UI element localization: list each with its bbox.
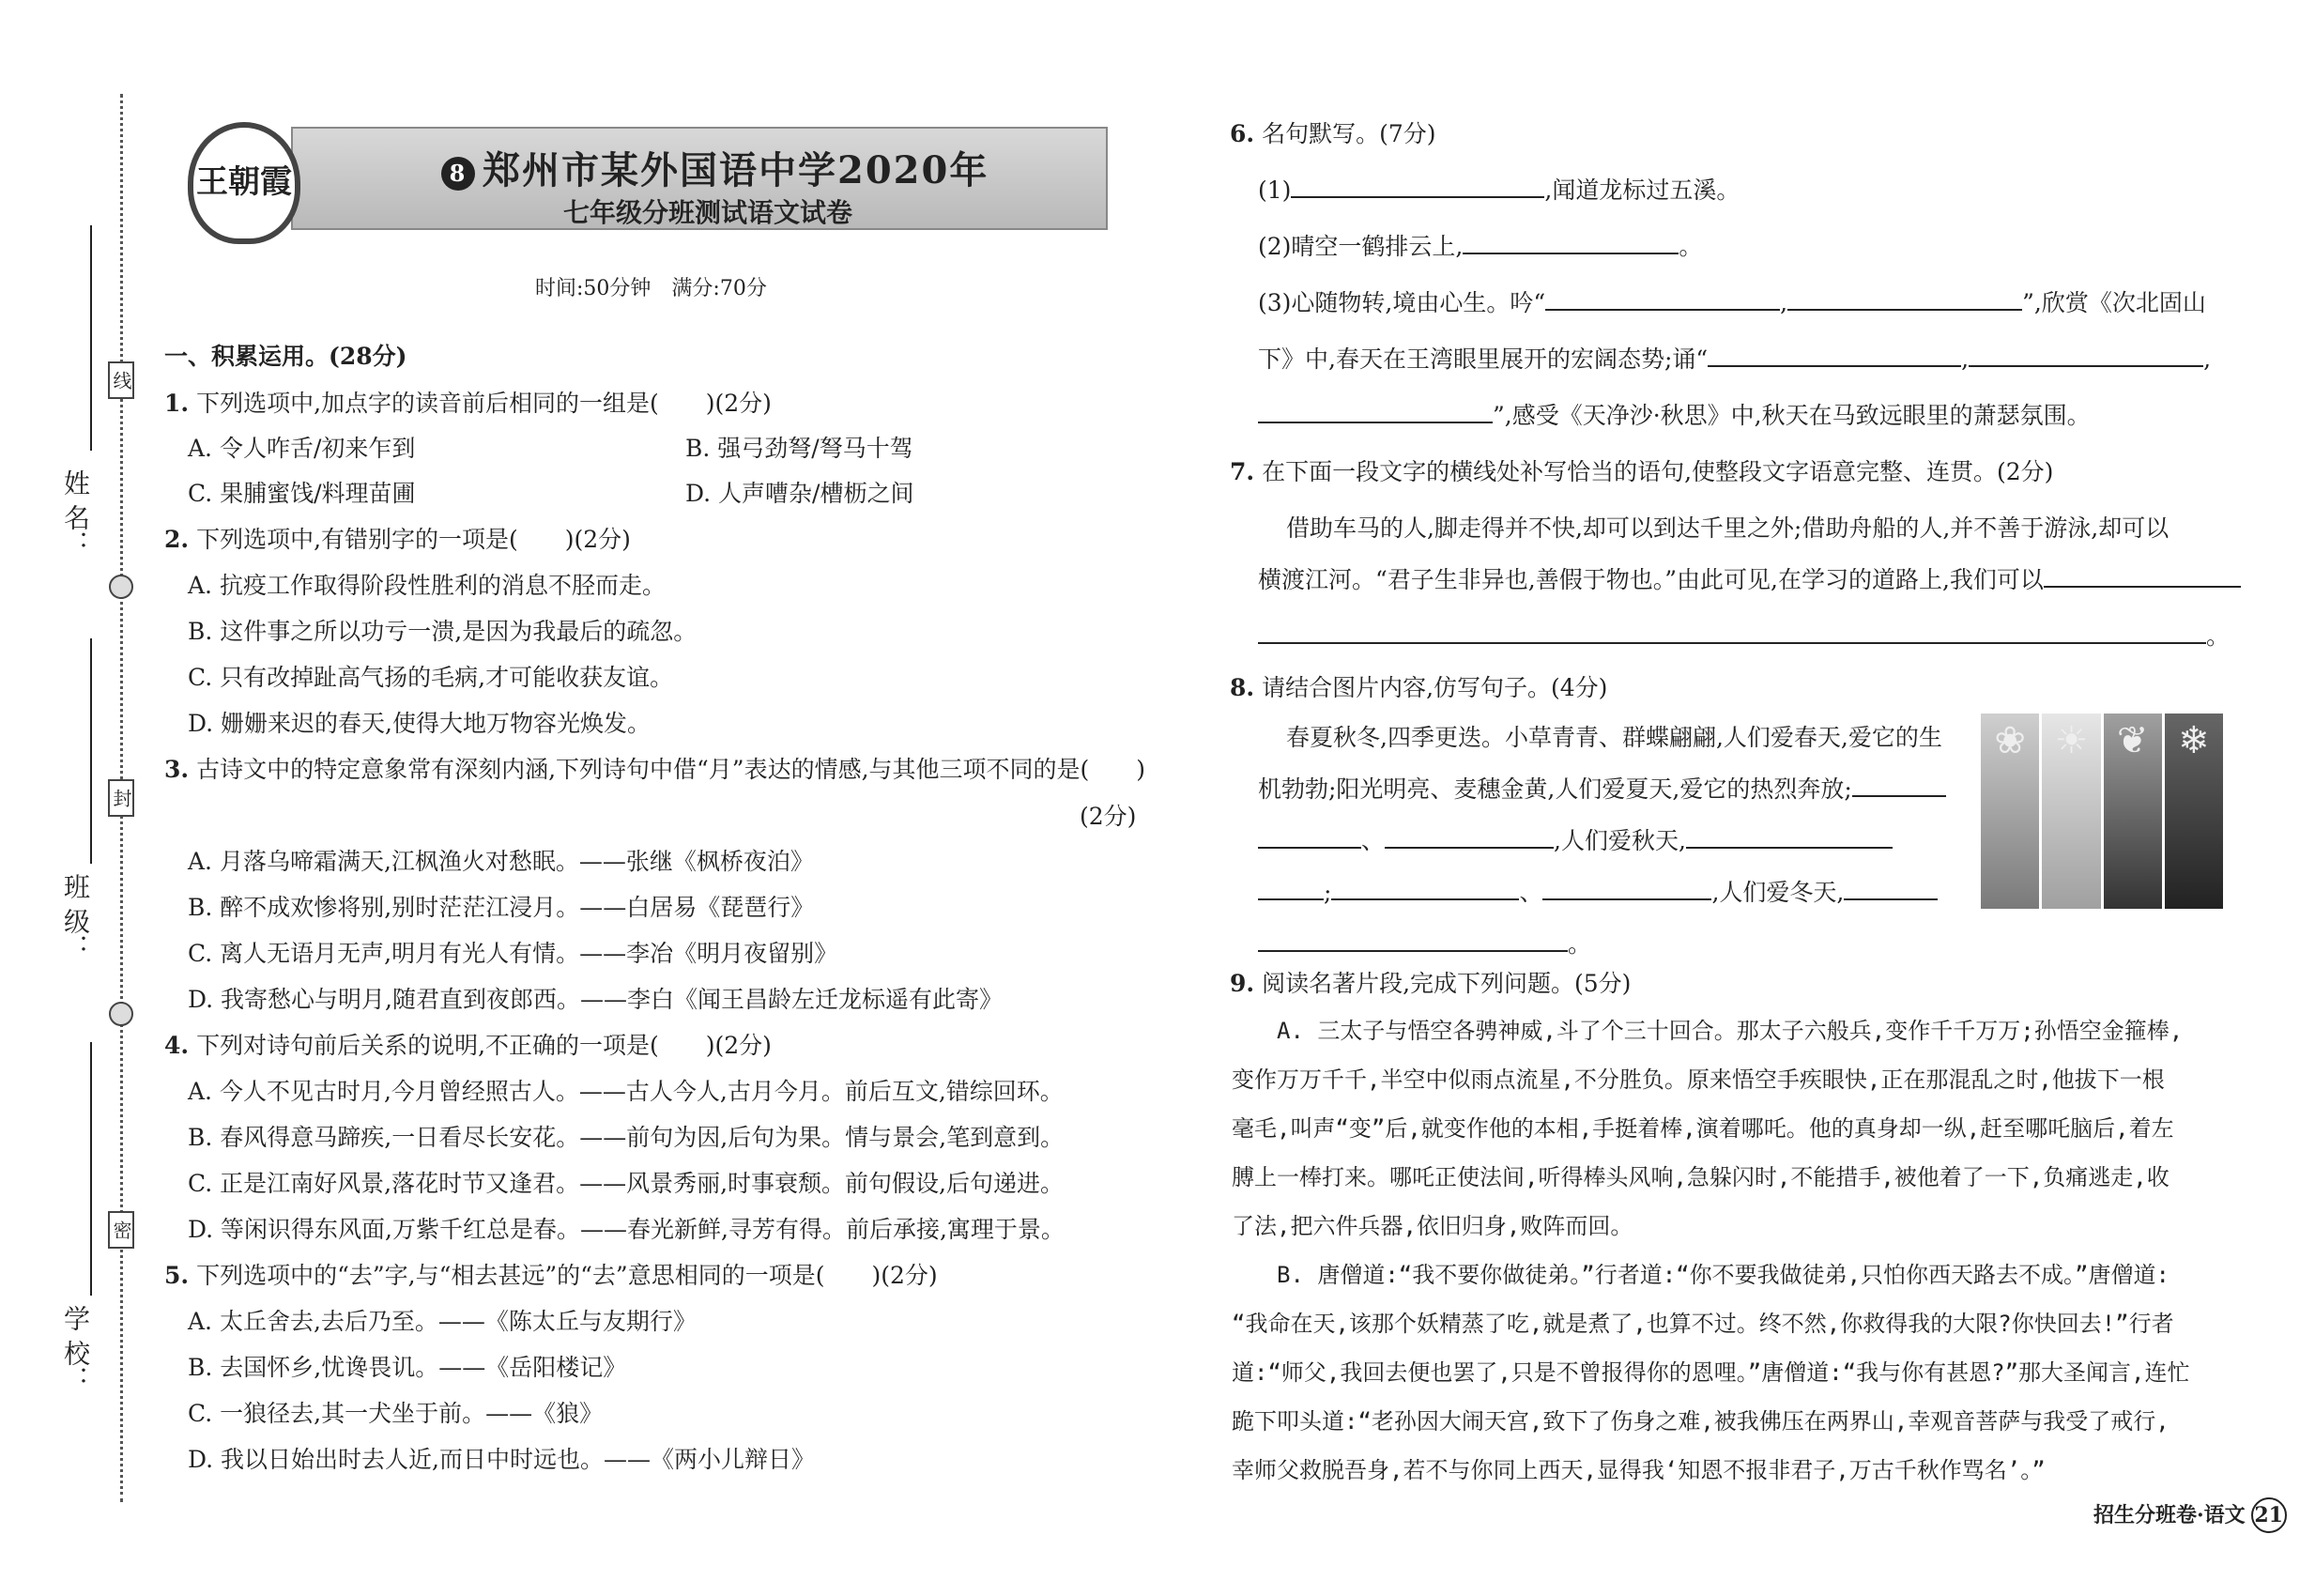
seal-mark-dense: 密 bbox=[108, 1211, 134, 1249]
passage-a-line: 变作万万千千,半空中似雨点流星,不分胜负。原来悟空手疾眼快,正在那混乱之时,他拔下一根 bbox=[1232, 1067, 2165, 1093]
autumn-panel: ❦ bbox=[2104, 714, 2162, 909]
spring-panel: ❀ bbox=[1981, 714, 2039, 909]
question-number: 1. bbox=[164, 390, 190, 417]
footer-label: 招生分班卷·语文 bbox=[2093, 1503, 2246, 1527]
q6-line-4-suffix: , bbox=[2203, 345, 2212, 373]
option-a: A. 抗疫工作取得阶段性胜利的消息不胫而走。 bbox=[188, 572, 666, 599]
question-number: 3. bbox=[164, 756, 190, 783]
q6-line-1-suffix: ,闻道龙标过五溪。 bbox=[1544, 176, 1740, 204]
q6-line-3-suffix: ”,欣赏《次北固山 bbox=[2022, 289, 2206, 316]
answer-blank[interactable] bbox=[1686, 824, 1893, 849]
section-heading: 一、积累运用。(28分) bbox=[164, 343, 407, 370]
question-5-stem bbox=[164, 1259, 938, 1293]
q6-line-2-prefix: (2)晴空一鹤排云上, bbox=[1258, 233, 1464, 260]
q8-para-5 bbox=[1258, 928, 1591, 961]
option-c: C. 果脯蜜饯/料理苗圃 bbox=[188, 480, 416, 507]
answer-blank[interactable] bbox=[1258, 824, 1361, 849]
answer-blank[interactable] bbox=[1258, 876, 1324, 900]
question-number: 8. bbox=[1230, 674, 1255, 701]
question-text: 名句默写。(7分) bbox=[1262, 120, 1436, 147]
q8-text: ,人们爱冬天, bbox=[1711, 879, 1845, 906]
option-c: C. 正是江南好风景,落花时节又逢君。——风景秀丽,时事衰颓。前句假设,后句递进。 bbox=[188, 1170, 1064, 1197]
passage-b-line: 跪下叩头道:“老孙因大闹天宫,致下了伤身之难,被我佛压在两界山,幸观音菩萨与我受了戒行, bbox=[1232, 1408, 2170, 1435]
q7-line-3 bbox=[1258, 620, 2230, 653]
answer-blank[interactable] bbox=[1258, 620, 2206, 644]
q6-line-3-sep: , bbox=[1780, 289, 1788, 316]
question-number: 6. bbox=[1230, 120, 1255, 147]
option-b: B. 这件事之所以功亏一溃,是因为我最后的疏忽。 bbox=[188, 618, 698, 645]
option-d: D. 我以日始出时去人近,而日中时远也。——《两小儿辩日》 bbox=[188, 1446, 815, 1473]
class-label: 班 级： bbox=[60, 873, 91, 960]
answer-blank[interactable] bbox=[1844, 876, 1938, 900]
q7-end: 。 bbox=[2206, 622, 2231, 650]
option-b: B. 春风得意马蹄疾,一日看尽长安花。——前句为因,后句为果。情与景会,笔到意到。 bbox=[188, 1124, 1065, 1151]
question-3-stem bbox=[164, 753, 1145, 787]
question-number: 2. bbox=[164, 526, 190, 553]
binding-hole-icon bbox=[109, 575, 133, 599]
question-9-stem bbox=[1230, 967, 1631, 1001]
q8-para-4 bbox=[1258, 876, 1938, 910]
question-1-stem bbox=[164, 387, 772, 421]
q6-line-3-prefix: (3)心随物转,境由心生。吟“ bbox=[1258, 289, 1546, 316]
name-line[interactable] bbox=[90, 225, 92, 451]
brand-logo: 王朝霞 bbox=[188, 122, 300, 244]
passage-a-line: 了法,把六件兵器,依旧归身,败阵而回。 bbox=[1232, 1213, 1633, 1239]
school-line[interactable] bbox=[90, 1042, 92, 1296]
q8-para-2 bbox=[1258, 773, 1946, 806]
option-b: B. 去国怀乡,忧谗畏讥。——《岳阳楼记》 bbox=[188, 1354, 627, 1381]
q8-sep: ; bbox=[1324, 879, 1332, 906]
name-label: 姓 名： bbox=[60, 469, 91, 557]
question-6-stem bbox=[1230, 117, 1435, 151]
q8-text: ,人们爱秋天, bbox=[1554, 827, 1686, 854]
option-d: D. 我寄愁心与明月,随君直到夜郎西。——李白《闻王昌龄左迁龙标遥有此寄》 bbox=[188, 986, 1003, 1013]
answer-blank[interactable] bbox=[1542, 876, 1711, 900]
question-number: 5. bbox=[164, 1262, 190, 1289]
passage-b-line: “我命在天,该那个妖精蒸了吃,就是煮了,也算不过。终不然,你救得我的大限?你快回去!”行者 bbox=[1232, 1311, 2174, 1337]
option-a: A. 月落乌啼霜满天,江枫渔火对愁眠。——张继《枫桥夜泊》 bbox=[188, 848, 814, 875]
option-c: C. 只有改掉趾高气扬的毛病,才可能收获友谊。 bbox=[188, 664, 674, 691]
winter-panel: ❄ bbox=[2165, 714, 2223, 909]
answer-blank[interactable] bbox=[1708, 343, 1961, 367]
passage-b-line: 道:“师父,我回去便也罢了,只是不曾报得你的恩哩。”唐僧道:“我与你有甚恩?”那大圣闻言,连忙 bbox=[1232, 1359, 2190, 1386]
question-number: 9. bbox=[1230, 970, 1255, 997]
exam-title bbox=[441, 141, 989, 194]
question-text: 古诗文中的特定意象常有深刻内涵,下列诗句中借“月”表达的情感,与其他三项不同的是( ) bbox=[196, 756, 1146, 783]
q6-line-2 bbox=[1258, 230, 1702, 264]
option-d: D. 人声嘈杂/槽枥之间 bbox=[685, 480, 914, 507]
exam-title-text: 郑州市某外国语中学2020年 bbox=[483, 148, 989, 192]
option-d: D. 等闲识得东风面,万紫千红总是春。——春光新鲜,寻芳有得。前后承接,寓理于景。 bbox=[188, 1216, 1065, 1243]
answer-blank[interactable] bbox=[1331, 876, 1519, 900]
option-a: A. 今人不见古时月,今月曾经照古人。——古人今人,古月今月。前后互文,错综回环。 bbox=[188, 1078, 1064, 1105]
q6-line-2-suffix: 。 bbox=[1679, 233, 1703, 260]
exam-meta: 时间:50分钟 满分:70分 bbox=[535, 277, 767, 300]
option-c: C. 离人无语月无声,明月有光人有情。——李冶《明月夜留别》 bbox=[188, 940, 838, 967]
four-seasons-image bbox=[1981, 714, 2223, 909]
answer-blank[interactable] bbox=[1291, 174, 1544, 198]
question-number: 7. bbox=[1230, 458, 1255, 485]
question-7-stem bbox=[1230, 455, 2053, 489]
q6-line-4-prefix: 下》中,春天在王湾眼里展开的宏阔态势;诵“ bbox=[1258, 345, 1709, 373]
q6-line-4 bbox=[1258, 343, 2211, 376]
question-text: 下列对诗句前后关系的说明,不正确的一项是( )(2分) bbox=[196, 1032, 772, 1059]
q8-sep: 、 bbox=[1519, 879, 1543, 906]
q8-para-3 bbox=[1258, 824, 1893, 858]
question-text: 下列选项中,加点字的读音前后相同的一组是( )(2分) bbox=[196, 390, 772, 417]
answer-blank[interactable] bbox=[1258, 399, 1493, 423]
passage-a-line: 膊上一棒打来。哪吒正使法间,听得棒头风响,急躲闪时,不能措手,被他着了一下,负痛逃走,收 bbox=[1232, 1164, 2170, 1190]
passage-b-line: B. 唐僧道:“我不要你做徒弟。”行者道:“你不要我做徒弟,只怕你西天路去不成。”唐僧道: bbox=[1277, 1262, 2170, 1288]
exam-subtitle: 七年级分班测试语文试卷 bbox=[563, 197, 853, 228]
answer-blank[interactable] bbox=[1787, 286, 2022, 311]
question-number: 4. bbox=[164, 1032, 190, 1059]
option-a: A. 令人咋舌/初来乍到 bbox=[188, 435, 416, 462]
answer-blank[interactable] bbox=[1463, 230, 1679, 254]
q6-line-5 bbox=[1258, 399, 2091, 433]
badge-number: 8 bbox=[441, 157, 475, 191]
q8-para-2-text: 机勃勃;阳光明亮、麦穗金黄,人们爱夏天,爱它的热烈奔放; bbox=[1258, 775, 1852, 803]
q6-line-3 bbox=[1258, 286, 2206, 320]
passage-a-line: 毫毛,叫声“变”后,就变作他的本相,手挺着棒,演着哪吒。他的真身却一纵,赶至哪吒脑后,着左 bbox=[1232, 1115, 2174, 1142]
page-footer bbox=[2093, 1497, 2287, 1533]
question-text: 在下面一段文字的横线处补写恰当的语句,使整段文字语意完整、连贯。(2分) bbox=[1262, 458, 2054, 485]
question-4-stem bbox=[164, 1029, 772, 1063]
summer-panel: ☀ bbox=[2042, 714, 2100, 909]
passage-b-line: 幸师父救脱吾身,若不与你同上西天,显得我‘知恩不报非君子,万古千秋作骂名’。” bbox=[1232, 1457, 2046, 1483]
class-line[interactable] bbox=[90, 638, 92, 864]
q8-sep: 、 bbox=[1361, 827, 1386, 854]
answer-blank[interactable] bbox=[1969, 343, 2203, 367]
option-d: D. 姗姗来迟的春天,使得大地万物容光焕发。 bbox=[188, 710, 651, 737]
q8-end: 。 bbox=[1568, 930, 1592, 958]
question-text: 请结合图片内容,仿写句子。(4分) bbox=[1262, 674, 1608, 701]
page-number: 21 bbox=[2251, 1497, 2287, 1533]
seal-mark-seal: 封 bbox=[108, 779, 134, 817]
option-b: B. 醉不成欢惨将别,别时茫茫江浸月。——白居易《琵琶行》 bbox=[188, 894, 815, 921]
q6-line-1 bbox=[1258, 174, 1740, 207]
q7-para-2 bbox=[1258, 563, 2241, 597]
answer-blank[interactable] bbox=[1545, 286, 1780, 311]
question-2-stem bbox=[164, 523, 631, 557]
q6-line-4-sep: , bbox=[1961, 345, 1970, 373]
binding-margin bbox=[0, 0, 169, 1596]
school-label: 学 校： bbox=[60, 1305, 91, 1392]
q7-para-1: 借助车马的人,脚走得并不快,却可以到达千里之外;借助舟船的人,并不善于游泳,却可以 bbox=[1286, 514, 2170, 542]
question-score: (2分) bbox=[1080, 803, 1137, 830]
answer-blank[interactable] bbox=[1852, 773, 1946, 797]
question-8-stem bbox=[1230, 671, 1607, 705]
question-text: 下列选项中的“去”字,与“相去甚远”的“去”意思相同的一项是( )(2分) bbox=[196, 1262, 938, 1289]
seal-mark-line: 线 bbox=[108, 361, 134, 399]
question-text: 阅读名著片段,完成下列问题。(5分) bbox=[1262, 970, 1632, 997]
option-a: A. 太丘舍去,去后乃至。——《陈太丘与友期行》 bbox=[188, 1308, 697, 1335]
answer-blank[interactable] bbox=[2044, 563, 2241, 588]
q6-line-5-suffix: ”,感受《天净沙·秋思》中,秋天在马致远眼里的萧瑟氛围。 bbox=[1493, 402, 2091, 429]
title-banner bbox=[188, 122, 1127, 235]
binding-hole-icon bbox=[109, 1002, 133, 1026]
q8-para-1: 春夏秋冬,四季更迭。小草青青、群蝶翩翩,人们爱春天,爱它的生 bbox=[1286, 724, 1942, 751]
option-c: C. 一狼径去,其一犬坐于前。——《狼》 bbox=[188, 1400, 604, 1427]
answer-blank[interactable] bbox=[1258, 928, 1568, 952]
passage-a-line: A. 三太子与悟空各骋神威,斗了个三十回合。那太子六般兵,变作千千万万;孙悟空金箍棒, bbox=[1277, 1018, 2184, 1044]
question-text: 下列选项中,有错别字的一项是( )(2分) bbox=[196, 526, 631, 553]
option-b: B. 强弓劲弩/弩马十驾 bbox=[685, 435, 913, 462]
answer-blank[interactable] bbox=[1385, 824, 1554, 849]
q7-para-2-text: 横渡江河。“君子生非异也,善假于物也。”由此可见,在学习的道路上,我们可以 bbox=[1258, 566, 2044, 593]
q6-line-1-prefix: (1) bbox=[1258, 176, 1292, 204]
